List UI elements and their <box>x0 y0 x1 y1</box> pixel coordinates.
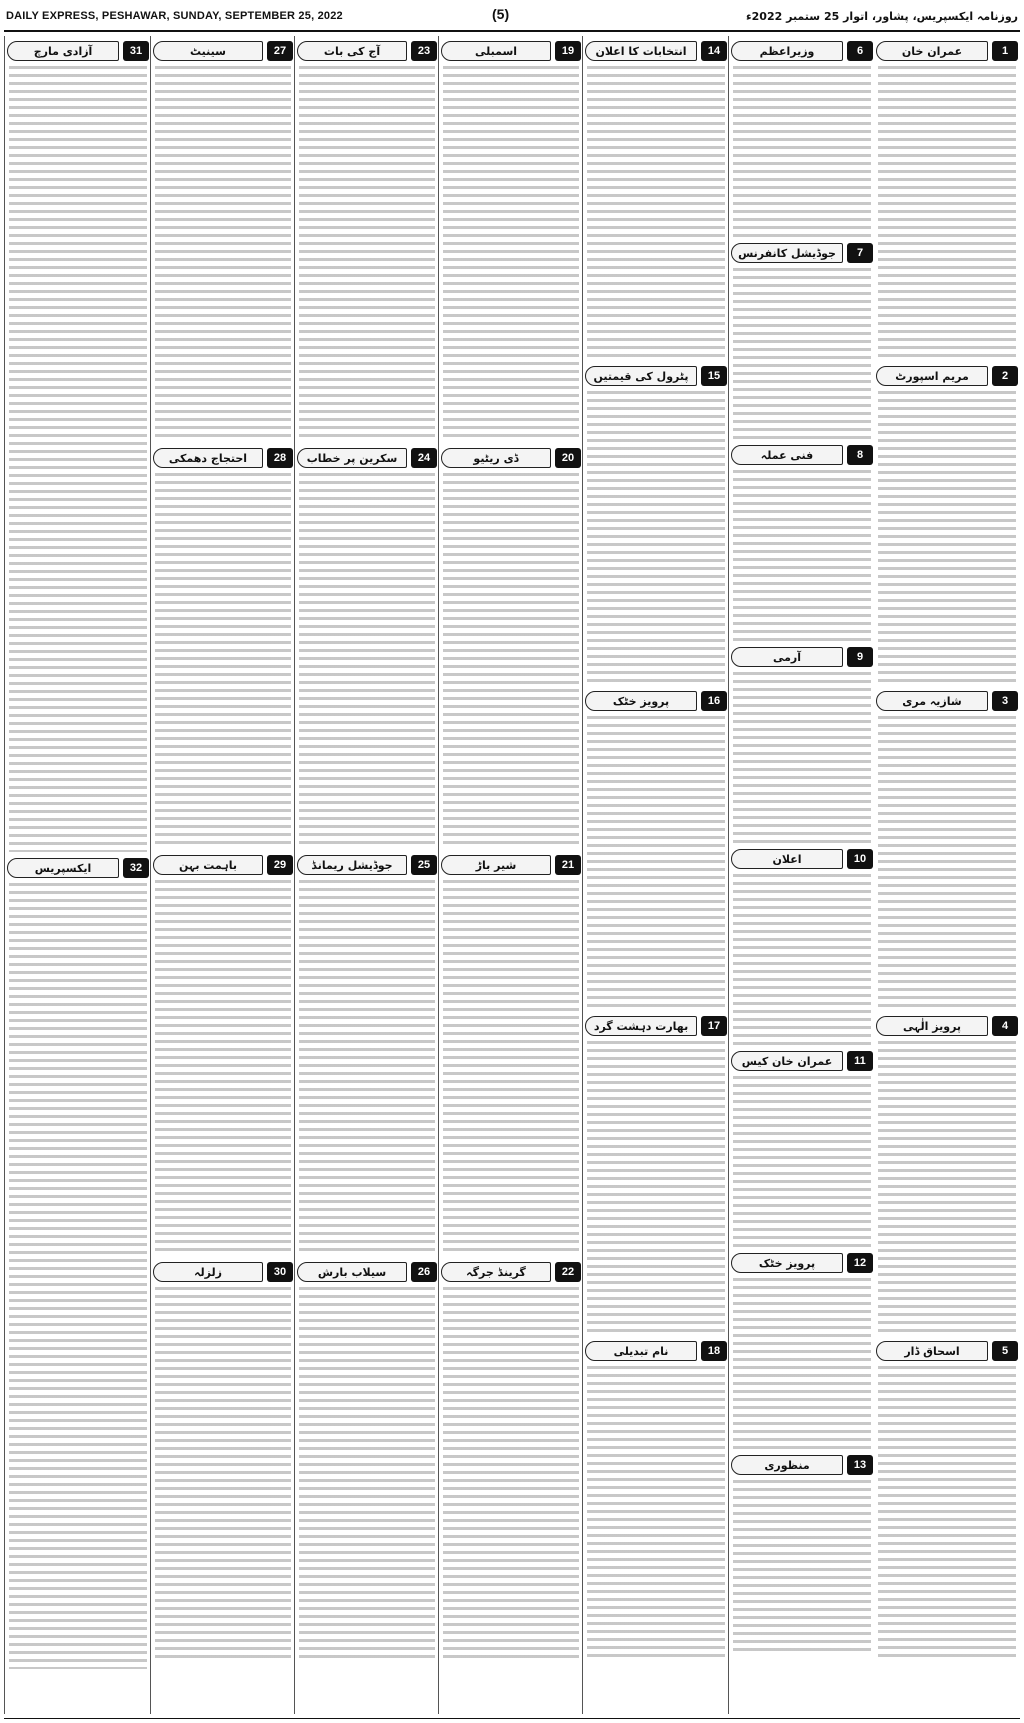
story-headline <box>731 1051 873 1071</box>
story-title: سینیٹ <box>153 41 263 61</box>
story-number: 30 <box>267 1262 293 1282</box>
story-title: وزیراعظم <box>731 41 843 61</box>
news-columns <box>4 36 1020 1714</box>
story-body <box>733 1480 871 1651</box>
story-headline <box>731 445 873 465</box>
story-headline <box>731 647 873 667</box>
story-headline <box>297 448 437 468</box>
story-number: 25 <box>411 855 437 875</box>
story-title: انتخابات کا اعلان <box>585 41 697 61</box>
news-column <box>294 36 439 1714</box>
story-headline <box>876 1341 1018 1361</box>
story-title: شازیہ مری <box>876 691 988 711</box>
news-column <box>438 36 583 1714</box>
story-title: زلزلہ <box>153 1262 263 1282</box>
story-title: اسحاق ڈار <box>876 1341 988 1361</box>
story-body <box>9 66 147 852</box>
story-body <box>587 716 725 1010</box>
story-body <box>299 880 435 1256</box>
story-number: 29 <box>267 855 293 875</box>
story-title: احتجاج دھمکی <box>153 448 263 468</box>
story-number: 3 <box>992 691 1018 711</box>
story-title: پرویز الٰہی <box>876 1016 988 1036</box>
story-title: ڈی ریٹیو <box>441 448 551 468</box>
story-body <box>878 1366 1016 1660</box>
story-number: 12 <box>847 1253 873 1273</box>
story-number: 9 <box>847 647 873 667</box>
story-body <box>733 1076 871 1247</box>
story-body <box>587 66 725 360</box>
story-number: 28 <box>267 448 293 468</box>
story-number: 21 <box>555 855 581 875</box>
story-number: 8 <box>847 445 873 465</box>
story-body <box>299 1287 435 1663</box>
story-headline <box>876 366 1018 386</box>
story-number: 7 <box>847 243 873 263</box>
story-title: پرویز خٹک <box>585 691 697 711</box>
story-title: ایکسپریس <box>7 858 119 878</box>
story-headline <box>585 366 727 386</box>
story-number: 10 <box>847 849 873 869</box>
story-title: جوڈیشل ریمانڈ <box>297 855 407 875</box>
story-number: 15 <box>701 366 727 386</box>
story-body <box>9 883 147 1669</box>
story-body <box>443 66 579 442</box>
story-body <box>587 1366 725 1660</box>
story-title: سیلاب بارش <box>297 1262 407 1282</box>
story-body <box>733 1278 871 1449</box>
story-headline <box>731 1253 873 1273</box>
story-number: 14 <box>701 41 727 61</box>
story-headline <box>876 691 1018 711</box>
story-body <box>878 66 1016 360</box>
story-body <box>733 874 871 1045</box>
story-number: 32 <box>123 858 149 878</box>
story-body <box>155 1287 291 1663</box>
story-headline <box>153 41 293 61</box>
story-number: 23 <box>411 41 437 61</box>
story-headline <box>153 1262 293 1282</box>
story-title: شیر باڑ <box>441 855 551 875</box>
story-number: 31 <box>123 41 149 61</box>
story-title: اعلان <box>731 849 843 869</box>
story-title: بھارت دہشت گرد <box>585 1016 697 1036</box>
story-headline <box>441 1262 581 1282</box>
story-number: 4 <box>992 1016 1018 1036</box>
story-body <box>299 473 435 849</box>
story-number: 22 <box>555 1262 581 1282</box>
news-column <box>582 36 729 1714</box>
story-headline <box>297 41 437 61</box>
news-column <box>728 36 875 1714</box>
story-headline <box>731 41 873 61</box>
story-body <box>733 470 871 641</box>
story-title: جوڈیشل کانفرنس <box>731 243 843 263</box>
story-title: آرمی <box>731 647 843 667</box>
news-column <box>874 36 1020 1714</box>
story-number: 6 <box>847 41 873 61</box>
story-title: باہمت بہن <box>153 855 263 875</box>
story-headline <box>153 448 293 468</box>
story-number: 1 <box>992 41 1018 61</box>
story-body <box>155 473 291 849</box>
story-body <box>733 66 871 237</box>
story-number: 13 <box>847 1455 873 1475</box>
story-body <box>878 391 1016 685</box>
story-title: عمران خان کیس <box>731 1051 843 1071</box>
story-body <box>878 1041 1016 1335</box>
story-title: مریم اسپورٹ <box>876 366 988 386</box>
masthead <box>0 0 1024 34</box>
story-body <box>878 716 1016 1010</box>
story-headline <box>297 1262 437 1282</box>
story-body <box>733 672 871 843</box>
story-number: 11 <box>847 1051 873 1071</box>
story-number: 16 <box>701 691 727 711</box>
story-headline <box>585 41 727 61</box>
story-body <box>155 880 291 1256</box>
story-body <box>443 1287 579 1663</box>
story-headline <box>297 855 437 875</box>
story-body <box>155 66 291 442</box>
story-headline <box>731 243 873 263</box>
story-body <box>587 391 725 685</box>
story-headline <box>7 41 149 61</box>
news-column <box>4 36 151 1714</box>
masthead-english-dateline: DAILY EXPRESS, PESHAWAR, SUNDAY, SEPTEMBER 25, 2022 <box>6 10 343 22</box>
story-title: پرویز خٹک <box>731 1253 843 1273</box>
story-number: 18 <box>701 1341 727 1361</box>
story-headline <box>153 855 293 875</box>
page-number: (5) <box>492 6 510 22</box>
story-title: اسمبلی <box>441 41 551 61</box>
story-headline <box>876 41 1018 61</box>
story-body <box>299 66 435 442</box>
story-headline <box>441 448 581 468</box>
story-title: فنی عملہ <box>731 445 843 465</box>
story-headline <box>731 849 873 869</box>
masthead-urdu-dateline: روزنامہ ایکسپریس، پشاور، اتوار 25 ستمبر 2022ء <box>746 10 1018 23</box>
story-title: عمران خان <box>876 41 988 61</box>
story-title: نام تبدیلی <box>585 1341 697 1361</box>
story-number: 5 <box>992 1341 1018 1361</box>
masthead-rule <box>4 30 1020 32</box>
story-title: پٹرول کی قیمتیں <box>585 366 697 386</box>
story-body <box>587 1041 725 1335</box>
story-headline <box>441 41 581 61</box>
story-title: منظوری <box>731 1455 843 1475</box>
story-title: آج کی بات <box>297 41 407 61</box>
story-headline <box>7 858 149 878</box>
story-number: 24 <box>411 448 437 468</box>
story-number: 26 <box>411 1262 437 1282</box>
story-number: 27 <box>267 41 293 61</box>
story-number: 2 <box>992 366 1018 386</box>
story-headline <box>585 1016 727 1036</box>
footer-rule <box>4 1718 1020 1719</box>
story-headline <box>585 691 727 711</box>
story-number: 17 <box>701 1016 727 1036</box>
story-title: آزادی مارچ <box>7 41 119 61</box>
story-headline <box>585 1341 727 1361</box>
story-headline <box>876 1016 1018 1036</box>
story-headline <box>731 1455 873 1475</box>
news-column <box>150 36 295 1714</box>
story-body <box>443 473 579 849</box>
story-title: گرینڈ جرگہ <box>441 1262 551 1282</box>
story-body <box>443 880 579 1256</box>
story-number: 20 <box>555 448 581 468</box>
story-headline <box>441 855 581 875</box>
story-body <box>733 268 871 439</box>
story-title: سکرین پر خطاب <box>297 448 407 468</box>
story-number: 19 <box>555 41 581 61</box>
